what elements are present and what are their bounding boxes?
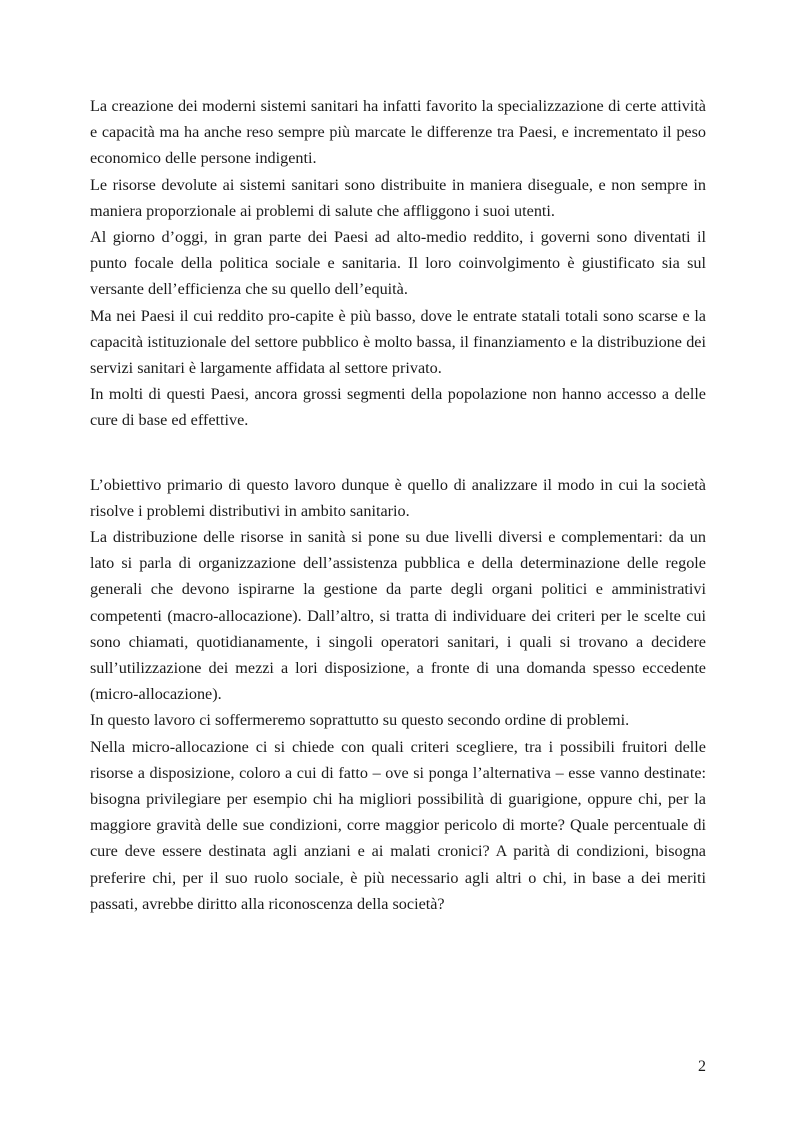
paragraph: Ma nei Paesi il cui reddito pro-capite è più basso, dove le entrate statali totali sono scarse e la capacità istituzionale del settore pubblico è molto bassa, il finanziamento e la distribuzione dei servizi sanitari è largamente affidata al settore privato. <box>90 306 706 378</box>
paragraph: In questo lavoro ci soffermeremo soprattutto su questo secondo ordine di problemi. <box>90 711 630 730</box>
paragraph: La creazione dei moderni sistemi sanitari ha infatti favorito la specializzazione di certe attività e capacità ma ha anche reso sempre più marcate le differenze tra Paesi, e incrementato il peso economico delle persone indigenti. <box>90 97 706 168</box>
paragraph: Nella micro-allocazione ci si chiede con quali criteri scegliere, tra i possibili fruitori delle risorse a disposizione, coloro a cui di fatto – ove si ponga l’alternativa – esse vanno destinate: bisogna privilegiare per esempio chi ha migliori possibilità di guarigione, oppure chi, per la maggiore gravità delle sue condizioni, corre maggior pericolo di morte? Quale percentuale di cure deve essere destinata agli anziani e ai malati cronici? A parità di condizioni, bisogna preferire chi, per il suo ruolo sociale, è più necessario agli altri o chi, in base a dei meriti passati, avrebbe diritto alla riconoscenza della società? <box>90 737 706 913</box>
paragraph: Le risorse devolute ai sistemi sanitari sono distribuite in maniera diseguale, e non sempre in maniera proporzionale ai problemi di salute che affliggono i suoi utenti. <box>90 175 706 220</box>
page-number: 2 <box>698 1058 706 1075</box>
paragraph: La distribuzione delle risorse in sanità si pone su due livelli diversi e complementari: da un lato si parla di organizzazione dell’assistenza pubblica e della determinazione delle regole generali che devono ispirarne la gestione da parte degli organi politici e amministrativi competenti (macro-allocazione). Dall’altro, si tratta di individuare dei criteri per le scelte cui sono chiamati, quotidianamente, i singoli operatori sanitari, i quali si trovano a decidere sull’utilizzazione dei mezzi a lori disposizione, a fronte di una domanda spesso eccedente (micro-allocazione). <box>90 528 706 704</box>
paragraph: In molti di questi Paesi, ancora grossi segmenti della popolazione non hanno accesso a delle cure di base ed effettive. <box>90 385 706 430</box>
section-spacer <box>90 434 706 472</box>
paragraph: Al giorno d’oggi, in gran parte dei Paesi ad alto-medio reddito, i governi sono diventati il punto focale della politica sociale e sanitaria. Il loro coinvolgimento è giustificato sia sul versante dell’efficienza che su quello dell’equità. <box>90 228 706 299</box>
paragraph: L’obiettivo primario di questo lavoro dunque è quello di analizzare il modo in cui la società risolve i problemi distributivi in ambito sanitario. <box>90 475 706 520</box>
page-body <box>90 93 706 917</box>
